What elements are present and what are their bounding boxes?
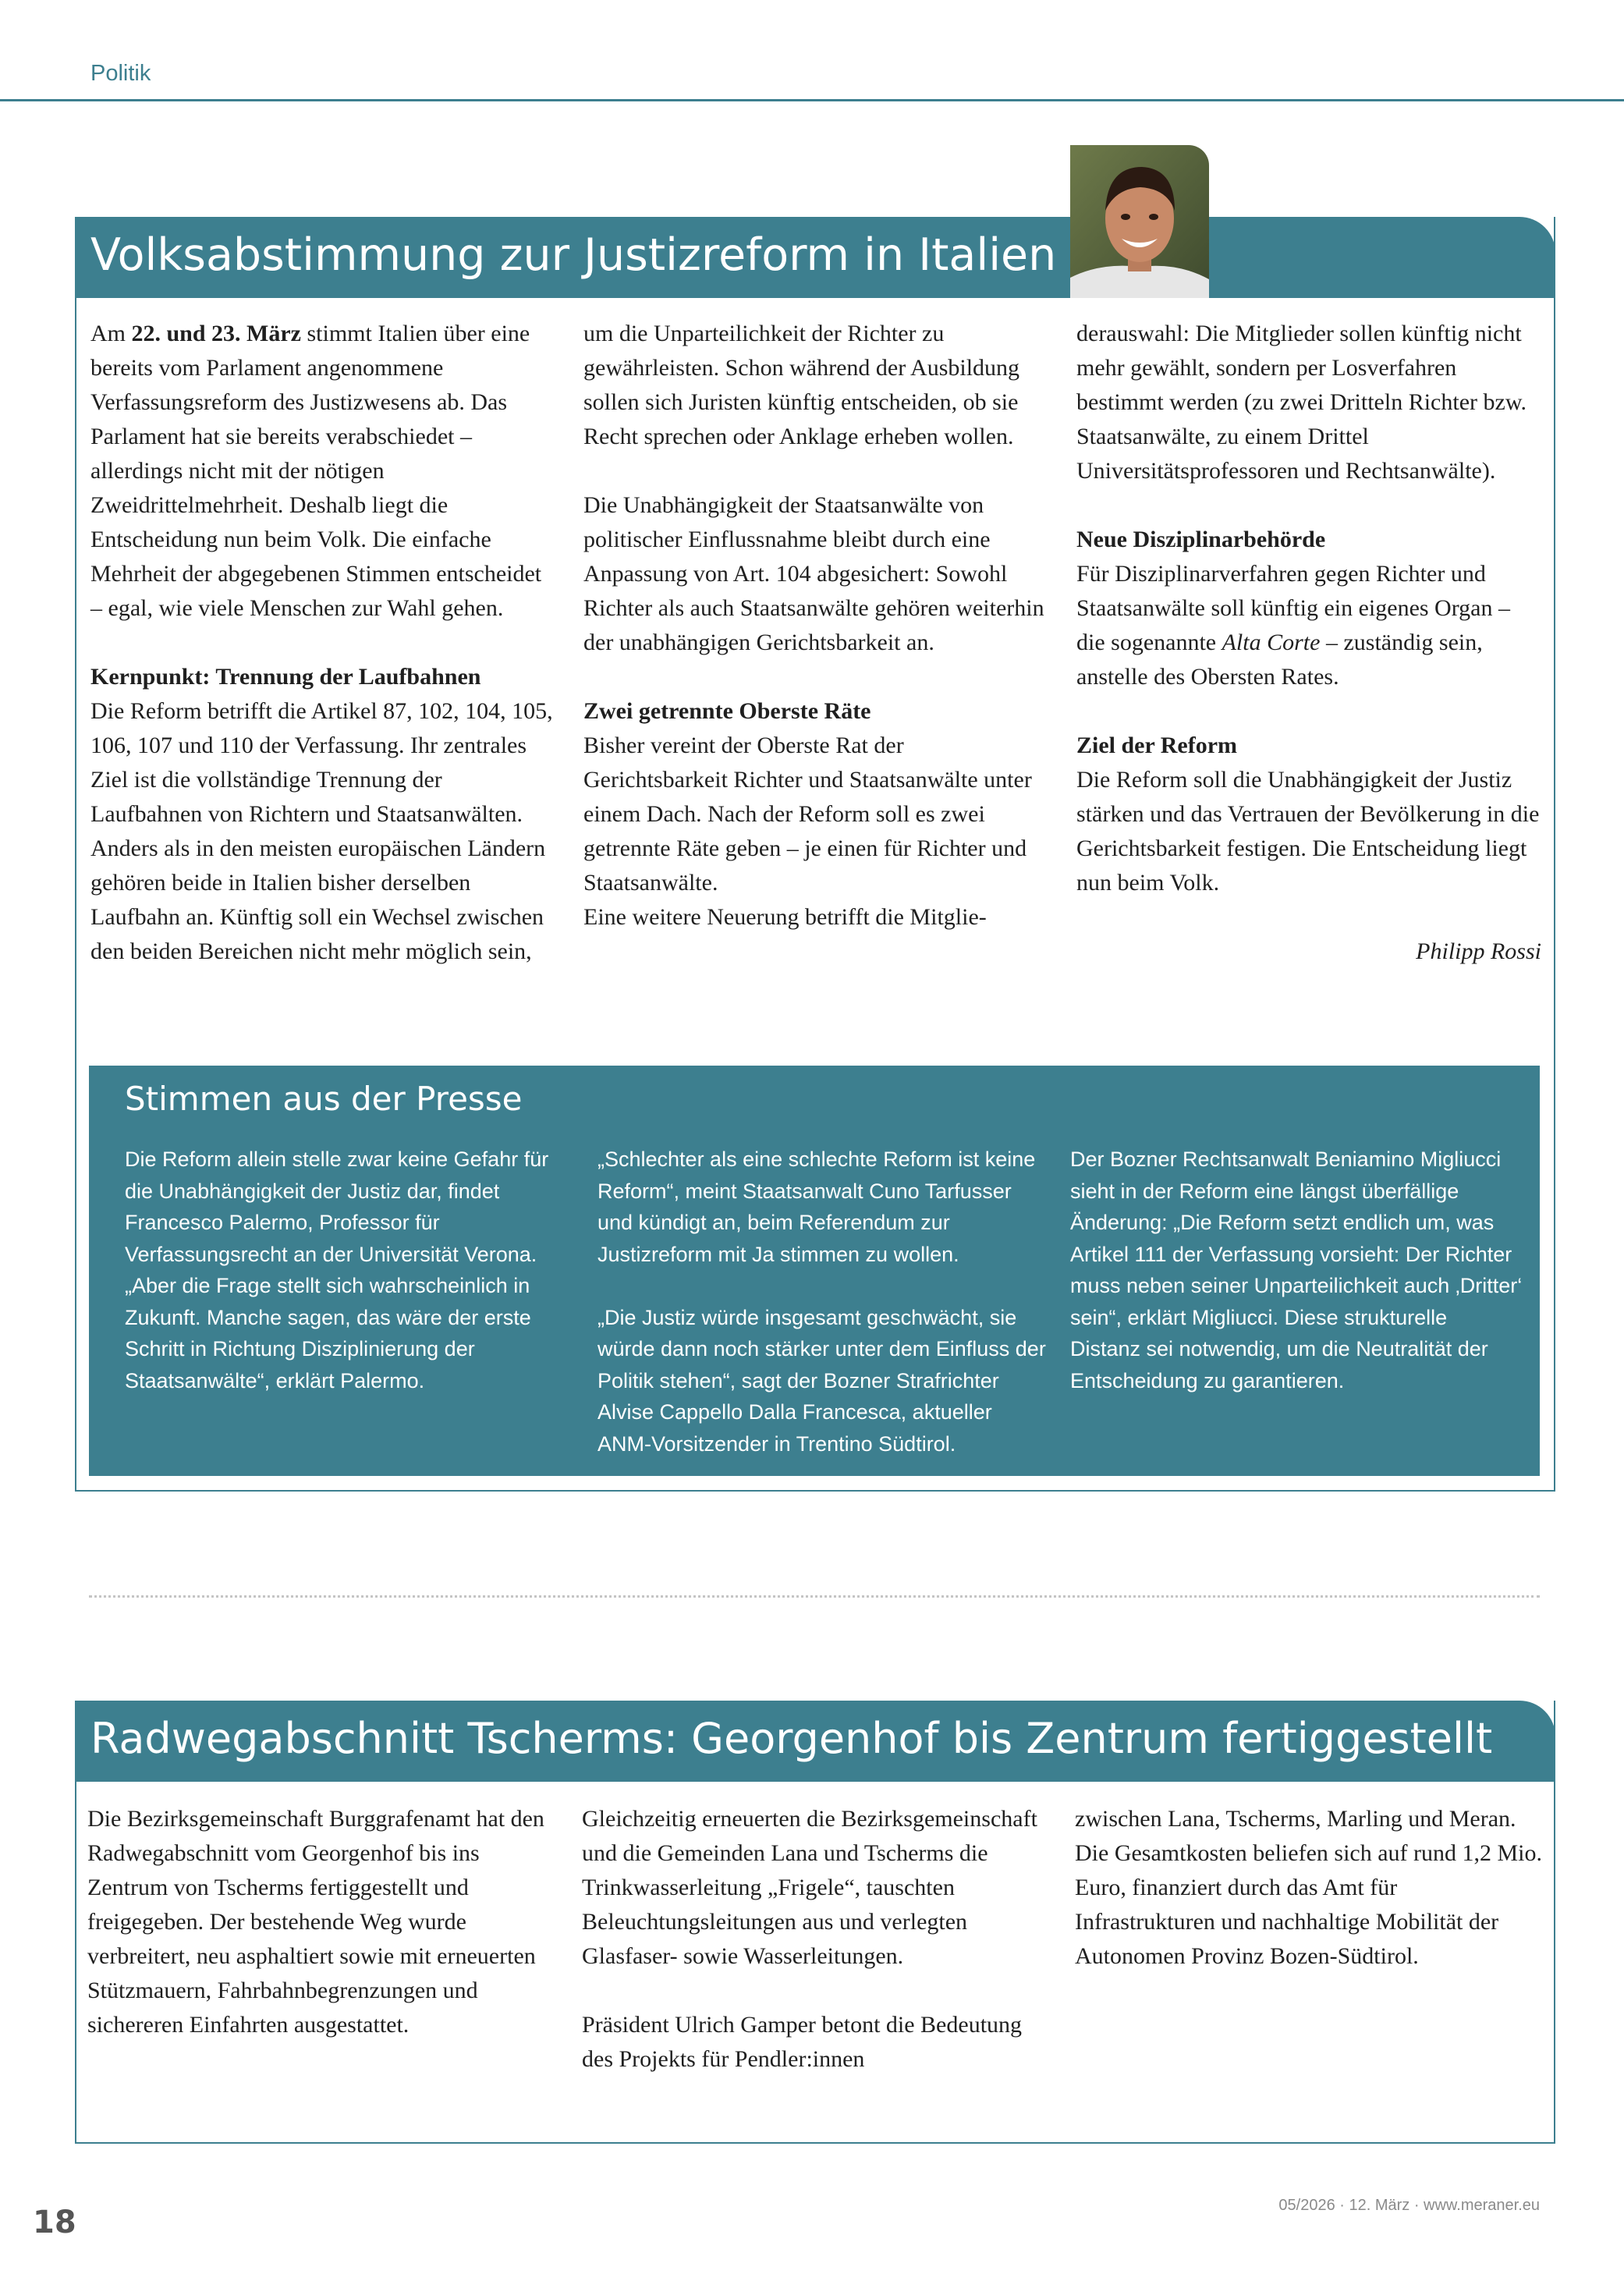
quote-paragraph: „Die Justiz würde insgesamt geschwächt, sie würde dann noch stärker unter dem Einfluss der Politik stehen“, sagt der Bozner Strafrichter Alvise Cappello Dalla Francesca, aktueller ANM-Vorsitzender in Trentino Südtirol. [597,1305,1046,1456]
paragraph: Die Reform soll die Unabhängigkeit der Justiz stärken und das Vertrauen der Bevölkerung in die Gerichtsbarkeit festigen. Die Entscheidung liegt nun beim Volk. [1076,767,1540,896]
date-highlight: 22. und 23. März [131,321,301,346]
portrait-image [1070,145,1209,298]
paragraph: derauswahl: Die Mitglieder sollen künftig nicht mehr gewählt, sondern per Losverfahren bestimmt werden (zu zwei Dritteln Richter bzw. Staatsanwälte, zu einem Drittel Universitätsprofessoren und Rechtsanwälte). [1076,321,1527,484]
article-2-column-3 [1075,1802,1543,1974]
press-column-3 [1070,1144,1523,1396]
footer-issue-info: 05/2026 · 12. März · www.meraner.eu [1278,2197,1540,2214]
article-2-title: Radwegabschnitt Tscherms: Georgenhof bis Zentrum fertiggestellt [90,1714,1493,1763]
subheading: Kernpunkt: Trennung der Laufbahnen [90,664,481,690]
paragraph: Die Unabhängigkeit der Staatsanwälte von politischer Einflussnahme bleibt durch eine Anpassung von Art. 104 abgesichert: Sowohl Richter als auch Staatsanwälte gehören weiterhin der unabhängigen Gerichtsbarkeit an. [583,492,1044,655]
article-1-column-3 [1076,317,1541,969]
quote-paragraph: Der Bozner Rechtsanwalt Beniamino Migliucci sieht in der Reform eine längst überfällige Änderung: „Die Reform setzt endlich um, was Artikel 111 der Verfassung vorsieht: Der Richter muss neben seiner Unparteilichkeit auch ‚Dritter‘ sein“, erklärt Migliucci. Diese strukturelle Distanz sei notwendig, um die Neutralität der Entscheidung zu garantieren. [1070,1148,1523,1392]
author-photo [1070,145,1209,298]
paragraph: Bisher vereint der Oberste Rat der Gerichtsbarkeit Richter und Staatsanwälte unter einem Dach. Nach der Reform soll es zwei getrennte Räte geben – je einen für Richter und Staatsanwälte. [583,733,1032,896]
paragraph: Eine weitere Neuerung betrifft die Mitglie- [583,904,987,930]
subheading: Zwei getrennte Oberste Räte [583,698,871,724]
section-divider [89,1595,1540,1598]
paragraph: Für Disziplinarverfahren gegen Richter und Staatsanwälte soll künftig ein eigenes Organ – die sogenannte Alta Corte – zuständig sein, anstelle des Obersten Rates. [1076,561,1510,690]
section-label: Politik [90,61,151,86]
quote-paragraph: Die Reform allein stelle zwar keine Gefahr für die Unabhängigkeit der Justiz dar, findet Francesco Palermo, Professor für Verfassungsrecht an der Universität Verona. „Aber die Frage stellt sich wahrscheinlich in Zukunft. Manche sagen, das wäre der erste Schritt in Richtung Disziplinierung der Staatsanwälte“, erklärt Palermo. [125,1148,549,1392]
paragraph: Präsident Ulrich Gamper betont die Bedeutung des Projekts für Pendler:innen [582,2012,1023,2072]
article-1-title-banner [75,217,1555,298]
paragraph: zwischen Lana, Tscherms, Marling und Meran. Die Gesamtkosten beliefen sich auf rund 1,2 Mio. Euro, finanziert durch das Amt für Infrastrukturen und nachhaltige Mobilität der Autonomen Provinz Bozen-Südtirol. [1075,1806,1543,1969]
article-2-title-banner [75,1701,1555,1782]
press-column-1 [125,1144,577,1396]
quote-paragraph: „Schlechter als eine schlechte Reform ist keine Reform“, meint Staatsanwalt Cuno Tarfusser und kündigt an, beim Referendum zur Justizreform mit Ja stimmen zu wollen. [597,1148,1036,1266]
alta-corte-term: Alta Corte [1222,630,1321,655]
press-quotes-title: Stimmen aus der Presse [125,1080,523,1118]
article-1-title: Volksabstimmung zur Justizreform in Italien [90,229,1057,281]
article-2-column-2 [582,1802,1050,2077]
article-1-column-2 [583,317,1048,935]
header-rule [0,99,1624,101]
press-column-2 [597,1144,1050,1460]
page-number: 18 [33,2205,76,2240]
press-quotes-box [89,1066,1540,1476]
paragraph: Die Reform betrifft die Artikel 87, 102, 104, 105, 106, 107 und 110 der Verfassung. Ihr zentrales Ziel ist die vollständige Trennung der Laufbahnen von Richtern und Staatsanwälten. Anders als in den meisten europäischen Ländern gehören beide in Italien bisher derselben Laufbahn an. Künftig soll ein Wechsel zwischen den beiden Bereichen nicht mehr möglich sein, [90,698,553,964]
paragraph: Am 22. und 23. März stimmt Italien über eine bereits vom Parlament angenommene Verfassungsreform des Justizwesens ab. Das Parlament hat sie bereits verabschiedet – allerdings nicht mit der nötigen Zweidrittelmehrheit. Deshalb liegt die Entscheidung nun beim Volk. Die einfache Mehrheit der abgegebenen Stimmen entscheidet – egal, wie viele Menschen zur Wahl gehen. [90,321,542,621]
paragraph: Die Bezirksgemeinschaft Burggrafenamt hat den Radwegabschnitt vom Georgenhof bis ins Zentrum von Tscherms fertiggestellt und freigegeben. Der bestehende Weg wurde verbreitert, neu asphaltiert sowie mit erneuerten Stützmauern, Fahrbahnbegrenzungen und sichereren Einfahrten ausgestattet. [87,1806,544,2038]
author-byline: Philipp Rossi [1416,938,1541,964]
subheading: Ziel der Reform [1076,733,1238,758]
paragraph: Gleichzeitig erneuerten die Bezirksgemeinschaft und die Gemeinden Lana und Tscherms die Trinkwasserleitung „Frigele“, tauschten Beleuchtungsleitungen aus und verlegten Glasfaser- sowie Wasserleitungen. [582,1806,1037,1969]
subheading: Neue Disziplinarbehörde [1076,527,1326,552]
paragraph: um die Unparteilichkeit der Richter zu gewährleisten. Schon während der Ausbildung sollen sich Juristen künftig entscheiden, ob sie Recht sprechen oder Anklage erheben wollen. [583,321,1020,449]
article-2-column-1 [87,1802,555,2042]
article-1-column-1 [90,317,555,969]
